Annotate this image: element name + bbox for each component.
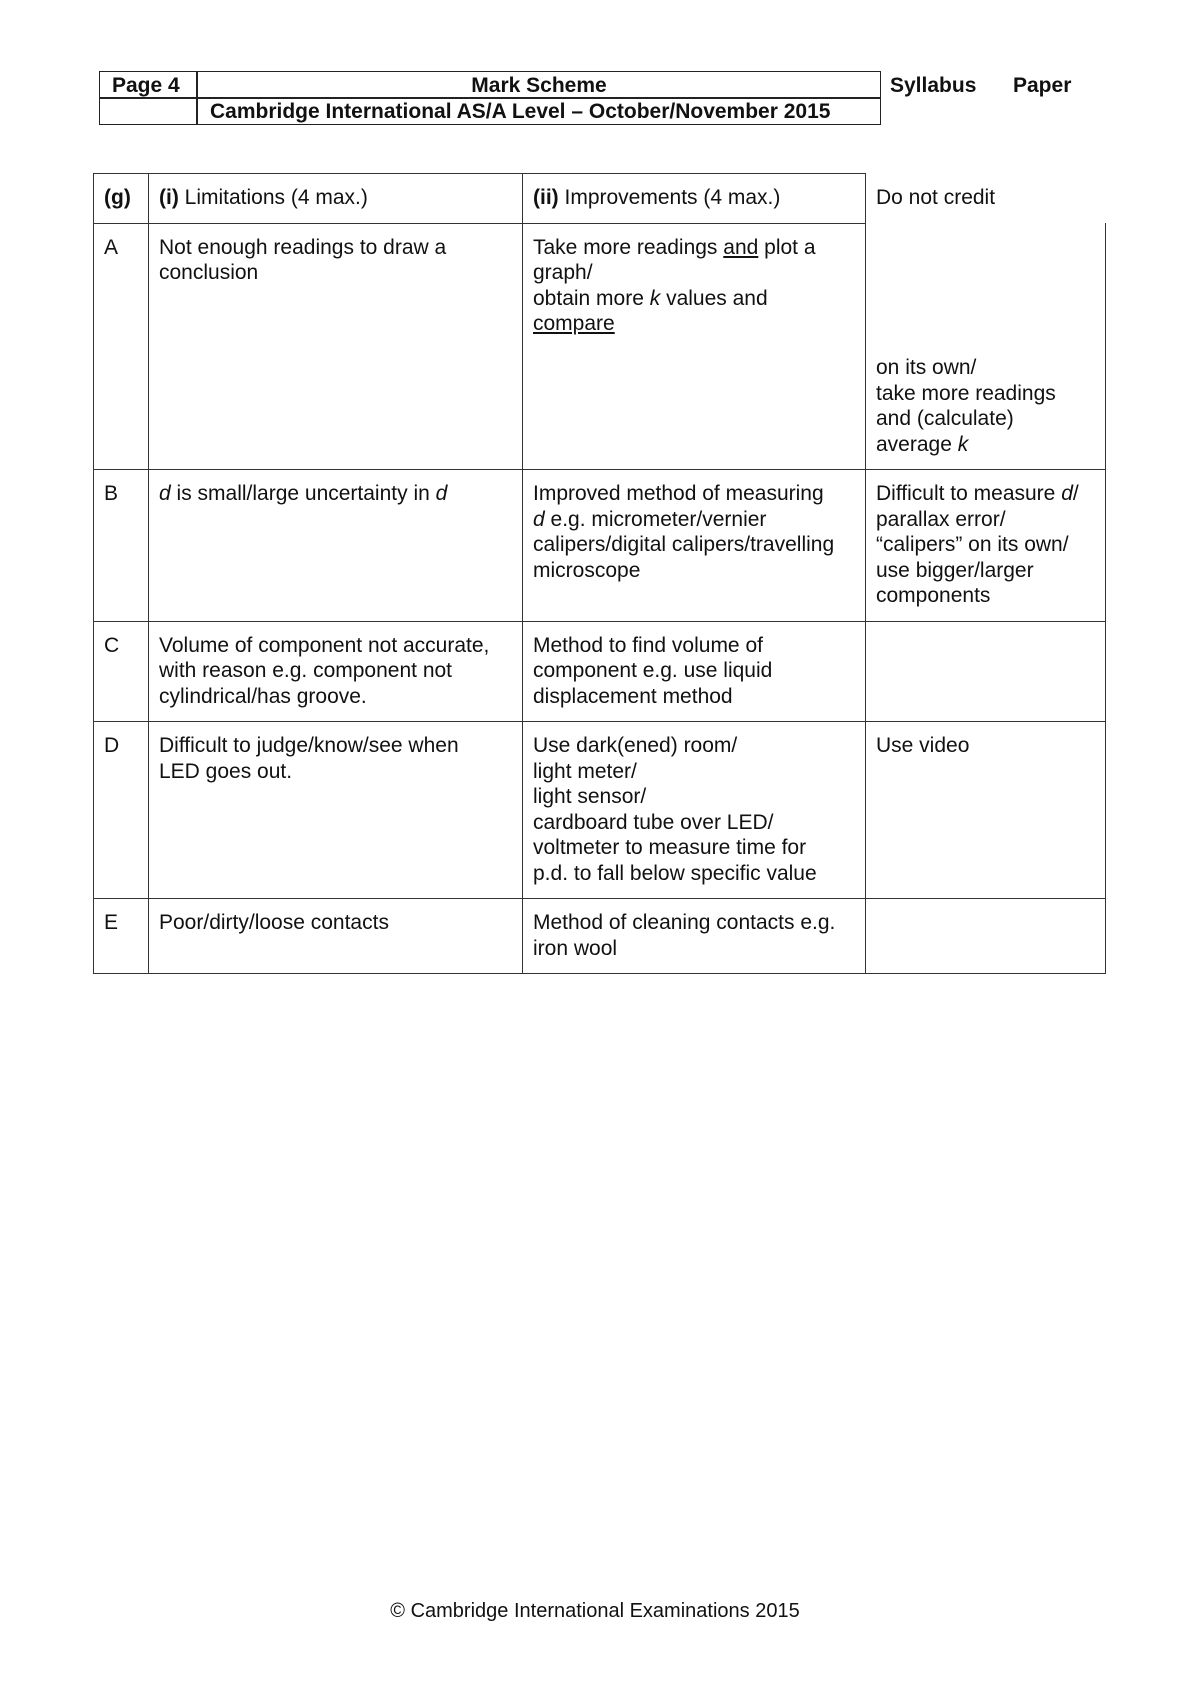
table-row [94, 223, 1106, 470]
table-header-row [94, 174, 1106, 224]
limitation-cell [149, 223, 523, 470]
text-line: take more readings [876, 381, 1056, 405]
improvements-num: (ii) [533, 186, 559, 209]
improvement-cell [523, 621, 866, 722]
text-run: average [876, 432, 958, 456]
text-run: plot a [758, 235, 816, 259]
text-line: components [876, 584, 991, 607]
text-line: with reason e.g. component not [159, 659, 453, 682]
text-line: LED goes out. [159, 759, 293, 783]
text-run: e.g. micrometer/vernier [544, 507, 767, 531]
text-line: Method of cleaning contacts e.g. [533, 911, 836, 934]
text-run: obtain more [533, 286, 650, 310]
text-line: voltmeter to measure time for [533, 836, 807, 859]
text-line: Use dark(ened) room/ [533, 734, 738, 757]
text-run: values and [660, 286, 768, 310]
row-letter: D [94, 722, 149, 899]
do-not-credit-header: Do not credit [876, 185, 996, 209]
italic-text: d [533, 507, 545, 531]
text-line: graph/ [533, 261, 593, 284]
page-label: Page 4 [112, 74, 180, 97]
improvement-cell [523, 223, 866, 470]
improvement-cell [523, 470, 866, 622]
text-line [159, 481, 512, 507]
text-line: light sensor/ [533, 785, 647, 808]
row-letter: B [94, 470, 149, 622]
text-line: cylindrical/has groove. [159, 684, 367, 708]
italic-text: k [649, 286, 661, 310]
text-line: p.d. to fall below specific value [533, 861, 817, 885]
text-run: / [1072, 482, 1079, 505]
spacer [876, 286, 1095, 312]
text-line: “calipers” on its own/ [876, 533, 1069, 556]
text-line [533, 507, 855, 533]
text-line: calipers/digital calipers/travelling [533, 533, 835, 556]
text-line: iron wool [533, 936, 618, 960]
limitation-cell [149, 470, 523, 622]
spacer [876, 234, 1095, 260]
improvements-header: Improvements (4 max.) [558, 186, 781, 209]
text-run: Difficult to measure [876, 482, 1062, 505]
text-line: Use video [876, 734, 970, 757]
text-run: is small/large uncertainty in [170, 482, 436, 505]
spacer [876, 260, 1095, 286]
spacer [876, 312, 1095, 338]
part-label-cell [94, 174, 149, 224]
spacer [876, 338, 1095, 355]
text-line: Not enough readings to draw a [159, 235, 447, 259]
underlined-text: compare [533, 312, 615, 335]
header-title: Mark Scheme [471, 74, 607, 97]
syllabus-label: Syllabus [890, 74, 977, 97]
header-subtitle: Cambridge International AS/A Level – October/November 2015 [210, 100, 831, 123]
text-line: Improved method of measuring [533, 482, 824, 505]
table-row [94, 722, 1106, 899]
text-line: use bigger/larger [876, 558, 1034, 582]
mark-scheme-table [93, 173, 1105, 974]
table-row [94, 899, 1106, 974]
italic-text: d [1061, 482, 1073, 505]
row-letter: C [94, 621, 149, 722]
text-line: component e.g. use liquid [533, 659, 773, 682]
limitation-cell [149, 722, 523, 899]
text-line: on its own/ [876, 356, 977, 379]
underlined-text: and [723, 235, 759, 259]
text-line: Poor/dirty/loose contacts [159, 911, 389, 934]
text-line: microscope [533, 558, 641, 582]
do-not-credit-header-cell [866, 174, 1106, 224]
text-run: Take more readings [533, 235, 724, 259]
do-not-credit-cell [866, 470, 1106, 622]
limitation-cell [149, 899, 523, 974]
text-line: and (calculate) [876, 407, 1014, 430]
do-not-credit-cell [866, 899, 1106, 974]
text-line: Volume of component not accurate, [159, 633, 490, 657]
text-line [876, 432, 1095, 458]
paper-label: Paper [1013, 74, 1072, 97]
text-line: light meter/ [533, 759, 637, 783]
text-line: conclusion [159, 261, 259, 284]
italic-text: d [435, 482, 448, 505]
table-row [94, 470, 1106, 622]
do-not-credit-cell [866, 722, 1106, 899]
limitation-cell [149, 621, 523, 722]
limitations-num: (i) [159, 186, 179, 209]
limitations-header-cell [149, 174, 523, 224]
footer-copyright: © Cambridge International Examinations 2015 [390, 1600, 800, 1622]
text-line: parallax error/ [876, 507, 1006, 531]
text-line: cardboard tube over LED/ [533, 810, 774, 834]
row-letter: A [94, 223, 149, 470]
text-line [876, 481, 1095, 507]
italic-text: k [957, 432, 969, 456]
row-letter: E [94, 899, 149, 974]
improvement-cell [523, 899, 866, 974]
text-line: Method to find volume of [533, 633, 763, 657]
italic-text: d [159, 482, 171, 505]
text-line [533, 235, 855, 261]
table-row [94, 621, 1106, 722]
text-line: Difficult to judge/know/see when [159, 734, 459, 757]
text-line: displacement method [533, 684, 733, 708]
text-line [533, 286, 855, 312]
improvements-header-cell [523, 174, 866, 224]
do-not-credit-cell [866, 621, 1106, 722]
part-label: (g) [104, 186, 131, 209]
improvement-cell [523, 722, 866, 899]
limitations-header: Limitations (4 max.) [178, 186, 368, 209]
do-not-credit-cell [866, 223, 1106, 470]
